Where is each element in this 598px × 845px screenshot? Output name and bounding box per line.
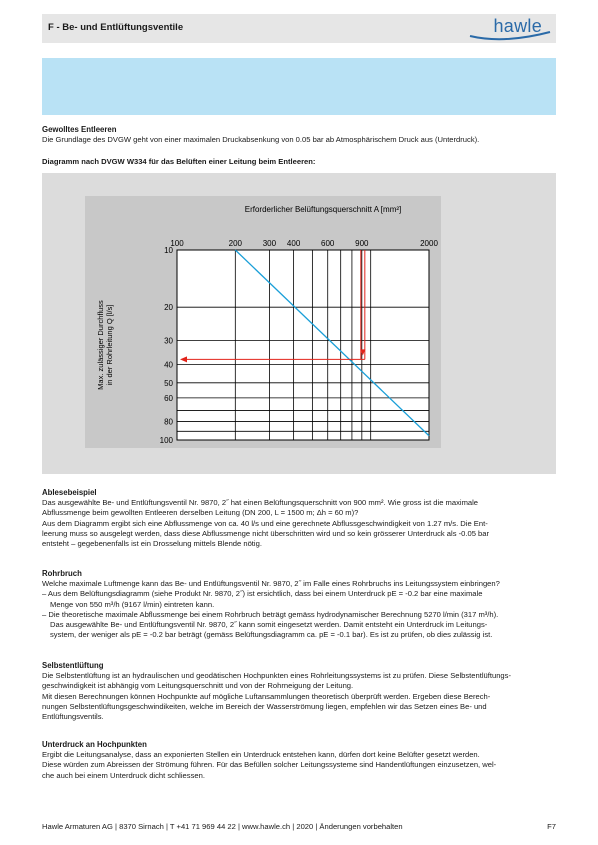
bullet-line: – Aus dem Belüftungsdiagramm (siehe Produkt Nr. 9870, 2˝) ist ersichtlich, dass bei einem Unterdruck pE = -0.2 bar eine maximale xyxy=(42,589,483,599)
blue-banner xyxy=(42,58,556,115)
section-line: Welche maximale Luftmenge kann das Be- und Entlüftungsventil Nr. 9870, 2˝ im Falle eines Rohrbruchs ins Leitungssystem einbringen? xyxy=(42,579,500,589)
x-tick-label: 900 xyxy=(355,239,369,248)
section-rohrbruch xyxy=(42,569,556,640)
logo-text: hawle xyxy=(493,16,542,36)
section-line: geschwindigkeit ist abhängig vom Leitungsquerschnitt und von der Rohrneigung der Leitung. xyxy=(42,681,354,691)
page-title: F - Be- und Entlüftungsventile xyxy=(48,22,184,33)
y-tick-label: 30 xyxy=(164,336,173,346)
section-line: che auch bei einem Unterdruck dicht schliessen. xyxy=(42,770,205,780)
section-line: leerung muss so ausgelegt werden, dass diese Abflussmenge nicht überschritten wird und so kein grösserer Unterdruck als -0.05 bar xyxy=(42,528,490,538)
section-line: Entlüftungsventils. xyxy=(42,712,104,722)
chart-panel xyxy=(85,196,441,448)
page-footer xyxy=(42,822,556,831)
bullet-line: system, der weniger als pE = -0.2 bar beträgt (gemäss Belüftungsdiagramm ca. pE = -0.1 bar). Es ist zu prüfen, ob dies zulässig ist. xyxy=(50,630,493,640)
section-ablesebeispiel xyxy=(42,488,556,549)
section-unterdruck xyxy=(42,740,556,781)
section-line: Mit diesen Berechnungen können Hochpunkte auf mögliche Luftansammlungen theoretisch überprüft werden. Ergeben diese Berech- xyxy=(42,691,491,701)
section-line: nungen Selbstentlüftungsgeschwindikeiten, welche im Bereich der Wasserströmung liegen, empfehlen wir das Setzen eines Be- und xyxy=(42,701,487,711)
y-axis-label: in der Rohrleitung Q [l/s] xyxy=(105,304,114,386)
page-header xyxy=(42,14,556,43)
section-gewolltes-entleeren xyxy=(42,125,556,145)
plot-area xyxy=(177,250,429,440)
y-tick-label: 40 xyxy=(164,360,173,370)
y-axis-label: Max. zulässiger Durchfluss xyxy=(96,300,105,390)
section-line: Das ausgewählte Be- und Entlüftungsventil Nr. 9870, 2˝ hat einen Belüftungsquerschnitt von 900 mm². Wie gross ist die maximale xyxy=(42,498,479,508)
section-line: entsteht – gegebenenfalls ist ein Drosselung mittels Blende nötig. xyxy=(42,539,262,549)
x-tick-label: 200 xyxy=(228,239,242,248)
footer-text: Hawle Armaturen AG | 8370 Sirnach | T +41 71 969 44 22 | www.hawle.ch | 2020 | Änderungen vorbehalten xyxy=(42,822,403,831)
y-tick-label: 80 xyxy=(164,417,173,427)
section-selbstentlueftung xyxy=(42,661,556,722)
section-heading: Ablesebeispiel xyxy=(42,488,97,497)
bullet-line: – Die theoretische maximale Abflussmenge bei einem Rohrbruch beträgt gemäss hydrodynamischer Berechnung 5270 l/min (317 m³/h). xyxy=(42,609,499,619)
y-tick-label: 20 xyxy=(164,303,173,313)
section-line: Ergibt die Leitungsanalyse, dass an exponierten Stellen ein Unterdruck entstehen kann, dürfen dort keine Belüfter gesetzt werden. xyxy=(42,750,480,760)
x-tick-label: 600 xyxy=(321,239,335,248)
y-tick-label: 60 xyxy=(164,393,173,403)
section-line: Abflussmenge beim gewollten Entleeren derselben Leitung (DN 200, L = 1500 m; Δh = 60 m)? xyxy=(42,508,359,518)
chart-title: Erforderlicher Belüftungsquerschnitt A [mm²] xyxy=(244,205,402,214)
section-line: Die Selbstentlüftung ist an hydraulischen und geodätischen Hochpunkten eines Rohrleitungssystems ist zu prüfen. Diese Selbstentlüftungs- xyxy=(42,671,511,681)
section-heading: Rohrbruch xyxy=(42,569,82,578)
section-heading: Gewolltes Entleeren xyxy=(42,125,117,134)
section-heading: Selbstentlüftung xyxy=(42,661,104,670)
section-heading: Unterdruck an Hochpunkten xyxy=(42,740,147,749)
x-tick-label: 2000 xyxy=(420,239,438,248)
x-tick-label: 300 xyxy=(262,239,277,248)
hawle-logo xyxy=(464,14,556,43)
y-tick-label: 100 xyxy=(159,436,173,445)
page-number: F7 xyxy=(547,822,556,831)
diagram-caption: Diagramm nach DVGW W334 für das Belüften einer Leitung beim Entleeren: xyxy=(42,157,316,166)
bullet-line: Menge von 550 m³/h (9167 l/min) eintreten kann. xyxy=(50,599,215,609)
bullet-line: Das ausgewählte Be- und Entlüftungsventil Nr. 9870, 2˝ kann somit eingesetzt werden. Damit entsteht ein Unterdruck im Leitungs- xyxy=(50,620,488,630)
y-tick-label: 10 xyxy=(164,246,173,255)
section-line: Diese würden zum Abreissen der Strömung führen. Für das Befüllen solcher Leitungssysteme sind Handentlüftungen einzusetzen, wel- xyxy=(42,760,497,770)
section-text: Die Grundlage des DVGW geht von einer maximalen Druckabsenkung von 0.05 bar ab Atmosphärischem Druck aus (Unterdruck). xyxy=(42,135,480,145)
y-tick-label: 50 xyxy=(164,378,173,388)
x-tick-label: 400 xyxy=(286,239,301,248)
flow-diagram xyxy=(85,196,441,448)
x-tick-label: 100 xyxy=(170,239,184,248)
section-line: Aus dem Diagramm ergibt sich eine Abflussmenge von ca. 40 l/s und eine gerechnete Abflussgeschwindigkeit von 1.27 m/s. Die Ent- xyxy=(42,518,488,528)
